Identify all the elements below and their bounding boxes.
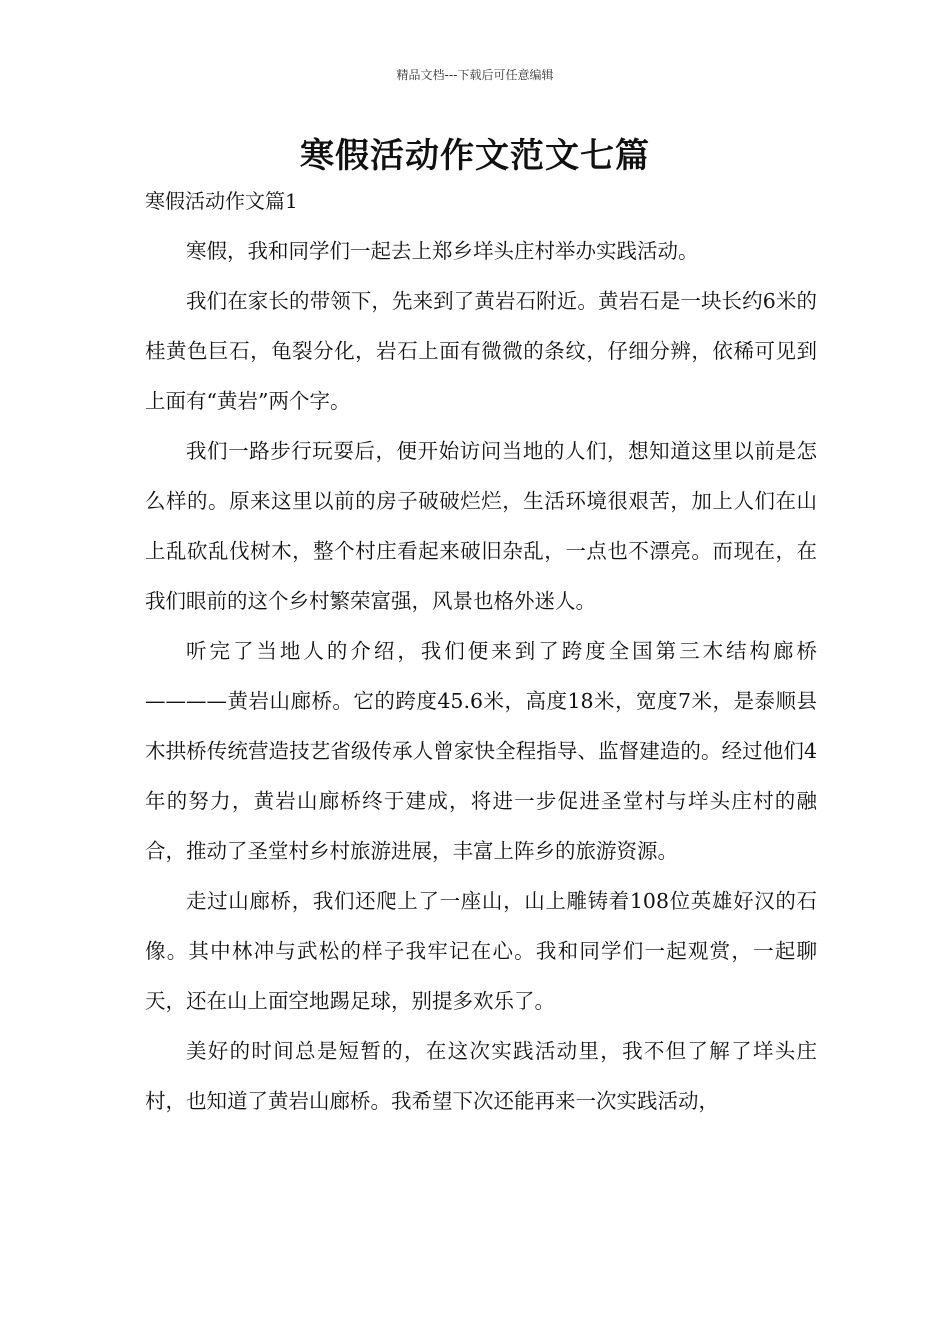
paragraph-4: 听完了当地人的介绍，我们便来到了跨度全国第三木结构廊桥————黄岩山廊桥。它的跨度45.6米，高度18米，宽度7米，是泰顺县木拱桥传统营造技艺省级传承人曾家快全程指导、监督建造的。经过他们4年的努力，黄岩山廊桥终于建成，将进一步促进圣堂村与垟头庄村的融合，推动了圣堂村乡村旅游进展，丰富上阵乡的旅游资源。 [145, 639, 817, 863]
document-body [145, 176, 817, 1126]
section-heading: 寒假活动作文篇1 [145, 189, 298, 213]
paragraph-1: 寒假，我和同学们一起去上郑乡垟头庄村举办实践活动。 [186, 239, 699, 263]
paragraph-5: 走过山廊桥，我们还爬上了一座山，山上雕铸着108位英雄好汉的石像。其中林冲与武松的样子我牢记在心。我和同学们一起观赏，一起聊天，还在山上面空地踢足球，别提多欢乐了。 [145, 889, 817, 1013]
paragraph-6: 美好的时间总是短暂的，在这次实践活动里，我不但了解了垟头庄村，也知道了黄岩山廊桥。我希望下次还能再来一次实践活动， [145, 1039, 817, 1113]
document-title: 寒假活动作文范文七篇 [300, 136, 650, 176]
paragraph-3: 我们一路步行玩耍后，便开始访问当地的人们，想知道这里以前是怎么样的。原来这里以前的房子破破烂烂，生活环境很艰苦，加上人们在山上乱砍乱伐树木，整个村庄看起来破旧杂乱，一点也不漂亮。而现在，在我们眼前的这个乡村繁荣富强，风景也格外迷人。 [145, 439, 817, 613]
page-header-note: 精品文档---下载后可任意编辑 [396, 68, 554, 82]
paragraph-2: 我们在家长的带领下，先来到了黄岩石附近。黄岩石是一块长约6米的桂黄色巨石，龟裂分化，岩石上面有微微的条纹，仔细分辨，依稀可见到上面有“黄岩”两个字。 [145, 289, 817, 413]
